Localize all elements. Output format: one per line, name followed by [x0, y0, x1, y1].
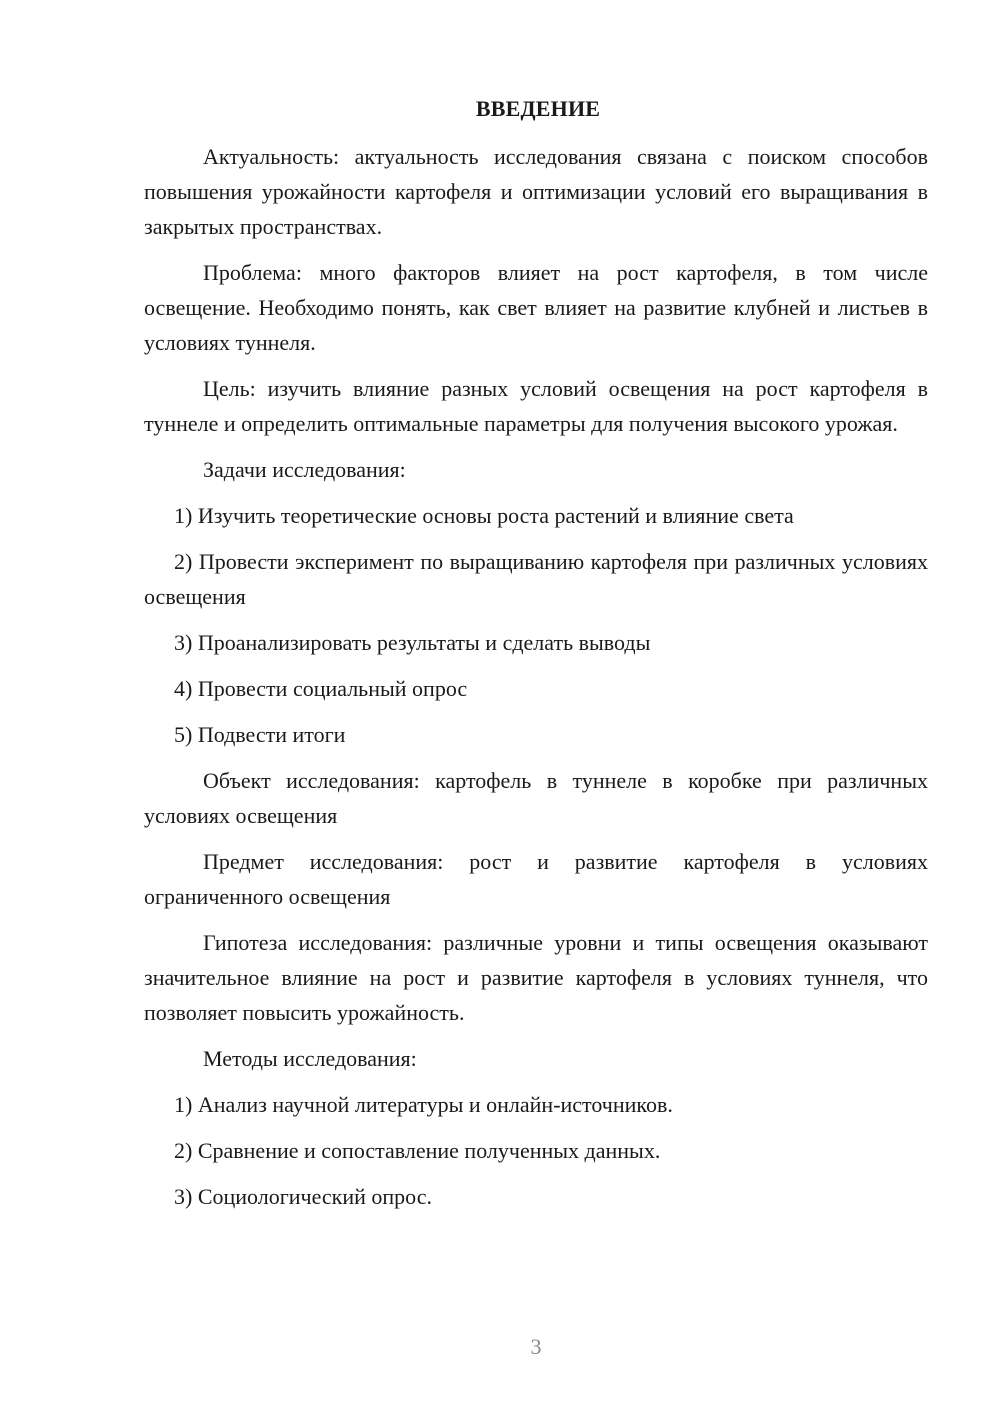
paragraph-object: Объект исследования: картофель в туннеле в коробке при различных условиях освещения — [144, 768, 928, 828]
page-number: 3 — [530, 1334, 542, 1359]
task-item: 1) Изучить теоретические основы роста растений и влияние света — [174, 503, 794, 528]
methods-title: Методы исследования: — [203, 1046, 417, 1071]
tasks-title: Задачи исследования: — [203, 457, 406, 482]
page-title: ВВЕДЕНИЕ — [475, 96, 601, 121]
task-item: 4) Провести социальный опрос — [174, 676, 468, 701]
paragraph-hypothesis: Гипотеза исследования: различные уровни и типы освещения оказывают значительное влияние на рост и развитие картофеля в условиях туннеля, что позволяет повысить урожайность. — [144, 930, 928, 1025]
paragraph-relevance: Актуальность: актуальность исследования связана с поиском способов повышения урожайности картофеля и оптимизации условий его выращивания в закрытых пространствах. — [144, 144, 928, 239]
task-item: 2) Провести эксперимент по выращиванию картофеля при различных условиях освещения — [144, 549, 928, 609]
paragraph-goal: Цель: изучить влияние разных условий освещения на рост картофеля в туннеле и определить оптимальные параметры для получения высокого урожая. — [144, 376, 928, 436]
method-item: 3) Социологический опрос. — [174, 1184, 432, 1209]
method-item: 1) Анализ научной литературы и онлайн-источников. — [174, 1092, 673, 1117]
task-item: 5) Подвести итоги — [174, 722, 346, 747]
document-page — [144, 92, 928, 1225]
task-item: 3) Проанализировать результаты и сделать выводы — [174, 630, 651, 655]
paragraph-problem: Проблема: много факторов влияет на рост картофеля, в том числе освещение. Необходимо понять, как свет влияет на развитие клубней и листьев в условиях туннеля. — [144, 260, 928, 355]
method-item: 2) Сравнение и сопоставление полученных данных. — [174, 1138, 661, 1163]
paragraph-subject: Предмет исследования: рост и развитие картофеля в условиях ограниченного освещения — [144, 849, 928, 909]
